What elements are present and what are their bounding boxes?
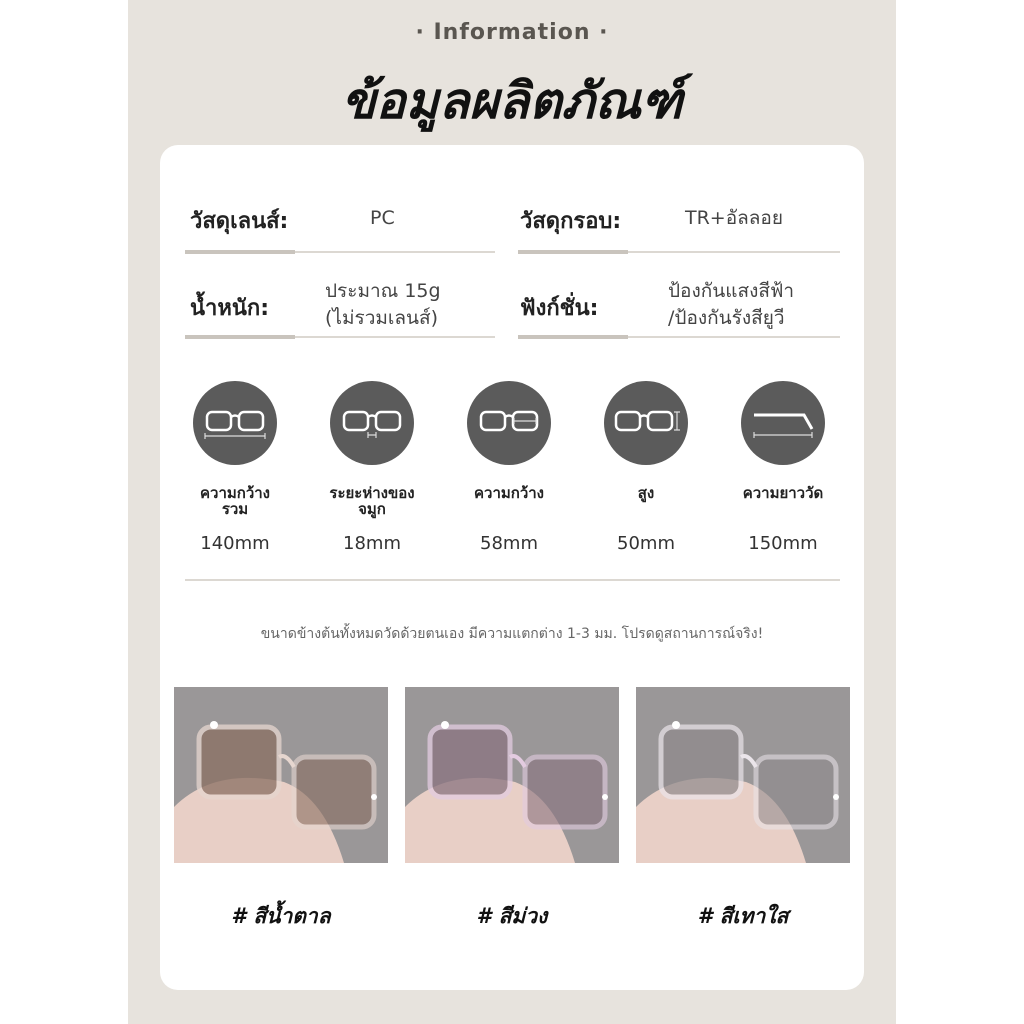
nose-bridge-icon [330,381,414,465]
measurement-note: ขนาดข้างต้นทั้งหมดวัดด้วยตนเอง มีความแตกต่าง 1-3 มม. โปรดดูสถานการณ์จริง! [260,626,764,642]
divider [518,336,840,338]
weight-label: น้ำหนัก: [190,296,270,321]
measurement-nose-bridge [317,381,427,554]
product-info-page [128,0,896,1024]
lens-height-icon [604,381,688,465]
color-caption-clear-gray: # สีเทาใส [697,904,789,928]
color-caption-brown: # สีน้ำตาล [231,904,331,928]
measurement-value: 140mm [200,533,270,554]
lens-material-label: วัสดุเลนส์: [190,209,289,234]
lens-width-icon [467,381,551,465]
frame-material-value: TR+อัลลอย [685,207,783,229]
total-width-icon [193,381,277,465]
measurement-value: 50mm [617,533,675,554]
color-caption-purple: # สีม่วง [476,904,548,928]
page-title: ข้อมูลผลิตภัณฑ์ [341,72,683,130]
measurement-temple-length [728,381,838,554]
function-label: ฟังก์ชั่น: [520,296,599,321]
spec-card [160,145,864,990]
frame-material-label: วัสดุกรอบ: [520,209,622,234]
measurement-name: ระยะห่างของ จมูก [329,484,415,518]
product-photo-clear-gray [636,687,850,863]
weight-value: ประมาณ 15g (ไม่รวมเลนส์) [325,280,441,329]
measurement-name: ความยาววัด [742,484,824,502]
function-value: ป้องกันแสงสีฟ้า /ป้องกันรังสียูวี [668,280,795,329]
product-photo-brown [174,687,388,863]
measurement-lens-height [591,381,701,554]
measurement-name: ความกว้าง [473,484,545,502]
product-photo-purple [405,687,619,863]
measurement-name: ความกว้าง รวม [199,484,271,518]
divider [518,251,840,253]
measurement-name: สูง [637,484,655,502]
lens-material-value: PC [370,207,395,229]
temple-length-icon [741,381,825,465]
divider [185,251,495,253]
divider [185,579,840,581]
measurement-value: 18mm [343,533,401,554]
measurement-lens-width [454,381,564,554]
measurement-value: 150mm [748,533,818,554]
section-kicker: · Information · [415,20,609,45]
divider [185,336,495,338]
measurement-total-width [180,381,290,554]
measurement-value: 58mm [480,533,538,554]
